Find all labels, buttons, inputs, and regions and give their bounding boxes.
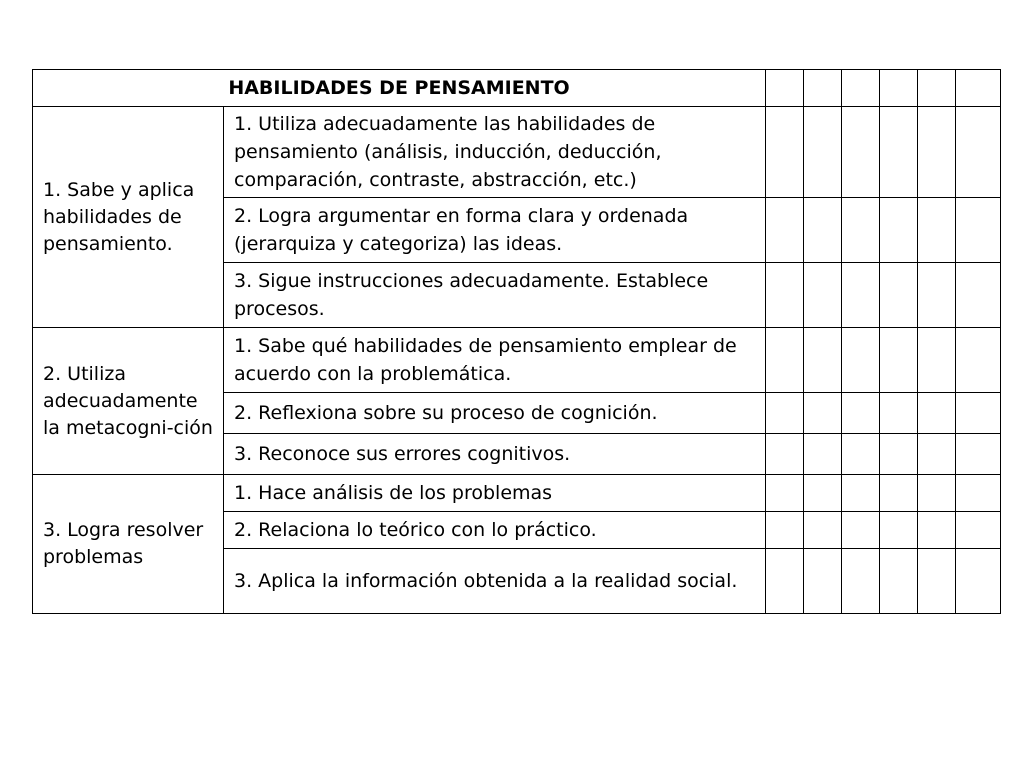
check-cell[interactable] [918,549,956,614]
check-cell[interactable] [956,512,1001,549]
check-cell[interactable] [842,70,880,107]
check-cell[interactable] [804,434,842,475]
check-cell[interactable] [918,107,956,198]
check-cell[interactable] [918,512,956,549]
check-cell[interactable] [766,475,804,512]
check-cell[interactable] [956,549,1001,614]
check-cell[interactable] [880,393,918,434]
check-cell[interactable] [956,70,1001,107]
table-row [33,107,1001,198]
check-cell[interactable] [766,70,804,107]
check-cell[interactable] [804,549,842,614]
check-cell[interactable] [842,328,880,393]
check-cell[interactable] [956,328,1001,393]
check-cell[interactable] [880,263,918,328]
check-cell[interactable] [880,512,918,549]
check-cell[interactable] [880,475,918,512]
check-cell[interactable] [842,393,880,434]
check-cell[interactable] [842,198,880,263]
indicator-cell: 2. Reflexiona sobre su proceso de cognición. [224,393,766,434]
check-cell[interactable] [918,263,956,328]
check-cell[interactable] [918,198,956,263]
table-header-row [33,70,1001,107]
check-cell[interactable] [880,198,918,263]
check-cell[interactable] [804,107,842,198]
indicator-cell: 1. Sabe qué habilidades de pensamiento emplear de acuerdo con la problemática. [224,328,766,393]
indicator-cell: 1. Utiliza adecuadamente las habilidades de pensamiento (análisis, inducción, deducción, comparación, contraste, abstracción, etc.) [224,107,766,198]
indicator-cell: 3. Aplica la información obtenida a la realidad social. [224,549,766,614]
check-cell[interactable] [842,263,880,328]
check-cell[interactable] [956,475,1001,512]
check-cell[interactable] [918,70,956,107]
table-title: HABILIDADES DE PENSAMIENTO [33,70,766,107]
check-cell[interactable] [918,393,956,434]
rubric-table [32,69,1001,614]
check-cell[interactable] [880,107,918,198]
table-row [33,475,1001,512]
check-cell[interactable] [842,434,880,475]
check-cell[interactable] [804,393,842,434]
check-cell[interactable] [766,549,804,614]
check-cell[interactable] [842,475,880,512]
check-cell[interactable] [766,512,804,549]
check-cell[interactable] [804,328,842,393]
check-cell[interactable] [804,70,842,107]
check-cell[interactable] [918,434,956,475]
check-cell[interactable] [804,475,842,512]
check-cell[interactable] [766,328,804,393]
check-cell[interactable] [918,328,956,393]
indicator-cell: 2. Logra argumentar en forma clara y ordenada (jerarquiza y categoriza) las ideas. [224,198,766,263]
check-cell[interactable] [918,475,956,512]
check-cell[interactable] [880,70,918,107]
indicator-cell: 3. Sigue instrucciones adecuadamente. Establece procesos. [224,263,766,328]
table-row [33,328,1001,393]
check-cell[interactable] [880,549,918,614]
check-cell[interactable] [880,328,918,393]
check-cell[interactable] [766,393,804,434]
indicator-cell: 1. Hace análisis de los problemas [224,475,766,512]
check-cell[interactable] [842,107,880,198]
check-cell[interactable] [804,512,842,549]
check-cell[interactable] [956,107,1001,198]
criterion-cell: 1. Sabe y aplica habilidades de pensamiento. [33,107,224,328]
check-cell[interactable] [956,434,1001,475]
check-cell[interactable] [766,263,804,328]
check-cell[interactable] [842,512,880,549]
check-cell[interactable] [766,107,804,198]
check-cell[interactable] [880,434,918,475]
indicator-cell: 2. Relaciona lo teórico con lo práctico. [224,512,766,549]
criterion-cell: 3. Logra resolver problemas [33,475,224,614]
check-cell[interactable] [804,263,842,328]
check-cell[interactable] [804,198,842,263]
check-cell[interactable] [766,434,804,475]
check-cell[interactable] [842,549,880,614]
check-cell[interactable] [766,198,804,263]
indicator-cell: 3. Reconoce sus errores cognitivos. [224,434,766,475]
criterion-cell: 2. Utiliza adecuadamente la metacogni-ción [33,328,224,475]
check-cell[interactable] [956,393,1001,434]
check-cell[interactable] [956,198,1001,263]
check-cell[interactable] [956,263,1001,328]
